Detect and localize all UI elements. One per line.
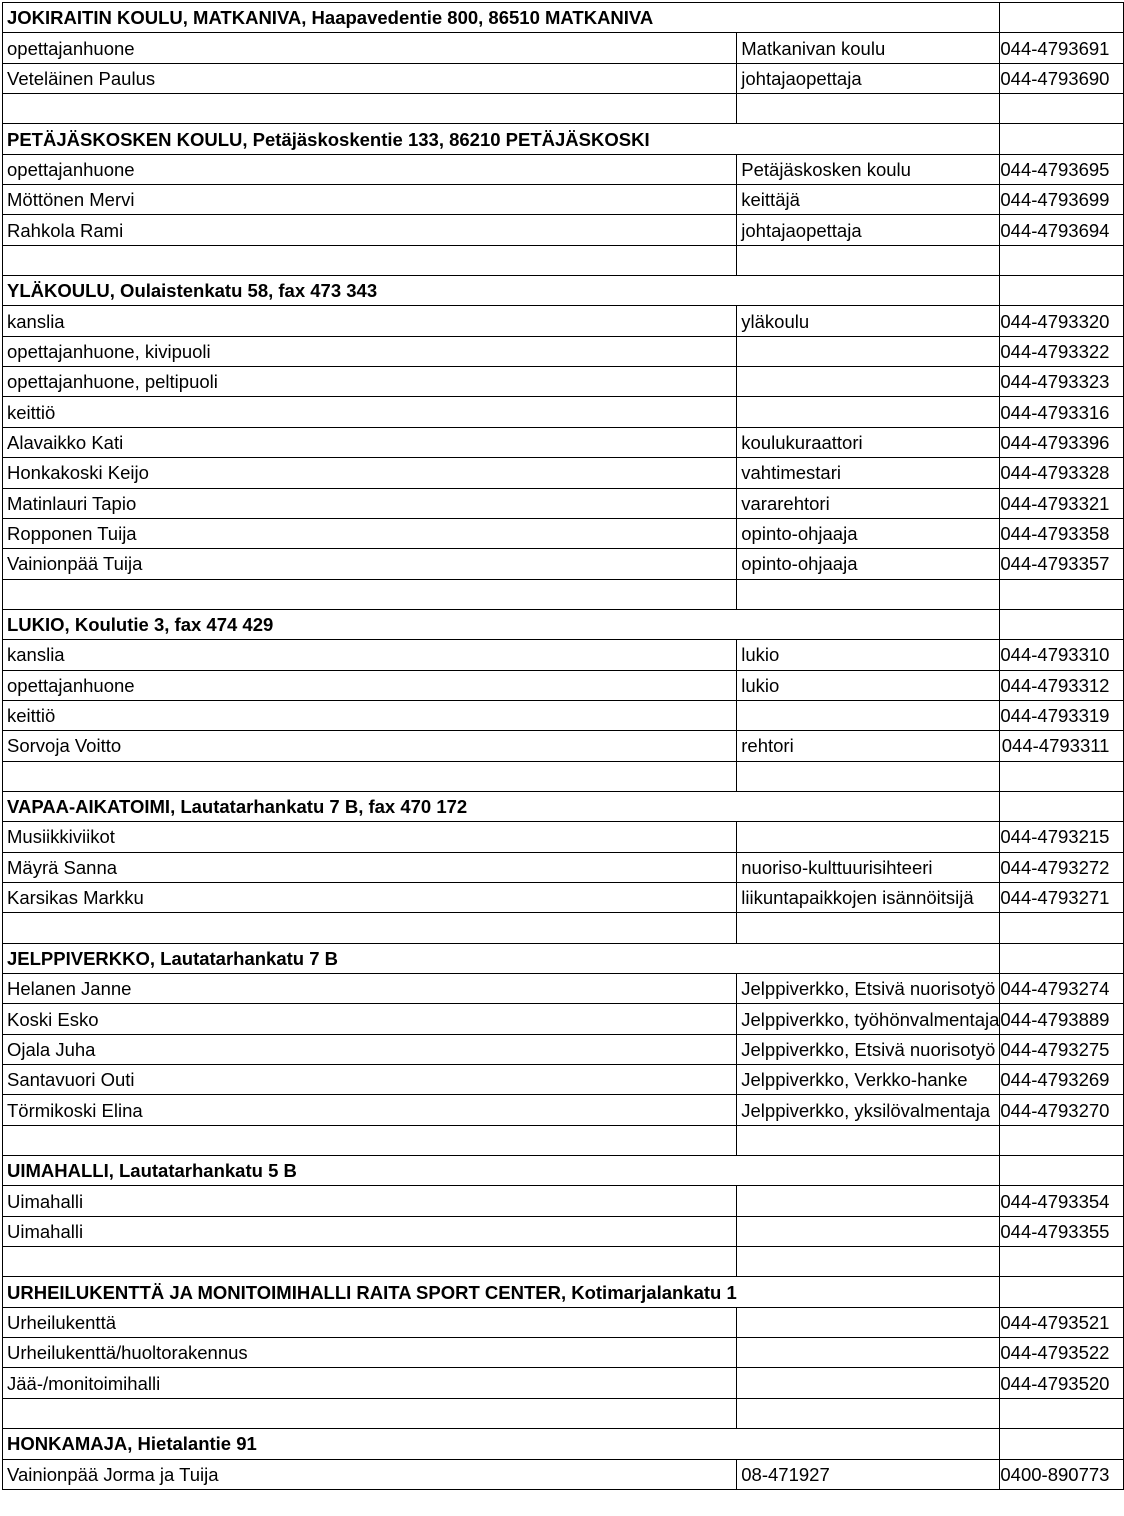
contact-row bbox=[3, 427, 1124, 457]
section-filler bbox=[737, 3, 1000, 33]
contact-row bbox=[3, 397, 1124, 427]
contact-row bbox=[3, 367, 1124, 397]
section-filler bbox=[737, 1277, 1000, 1307]
contact-row bbox=[3, 458, 1124, 488]
contact-role: Jelppiverkko, Verkko-hanke bbox=[737, 1065, 1000, 1095]
contact-role bbox=[737, 397, 1000, 427]
contact-phone: 044-4793272 bbox=[1000, 852, 1124, 882]
contact-phone: 044-4793320 bbox=[1000, 306, 1124, 336]
contact-phone: 044-4793270 bbox=[1000, 1095, 1124, 1125]
empty-cell bbox=[737, 913, 1000, 943]
contact-name: Ojala Juha bbox=[3, 1034, 737, 1064]
contact-role: Matkanivan koulu bbox=[737, 33, 1000, 63]
contact-phone: 044-4793321 bbox=[1000, 488, 1124, 518]
contact-row bbox=[3, 154, 1124, 184]
contact-role: liikuntapaikkojen isännöitsijä bbox=[737, 882, 1000, 912]
empty-cell bbox=[3, 1398, 737, 1428]
contact-role: Petäjäskosken koulu bbox=[737, 154, 1000, 184]
section-filler bbox=[737, 276, 1000, 306]
empty-cell bbox=[3, 1247, 737, 1277]
empty-cell bbox=[3, 245, 737, 275]
contact-name: opettajanhuone bbox=[3, 154, 737, 184]
contact-name: Urheilukenttä bbox=[3, 1307, 737, 1337]
contact-row bbox=[3, 185, 1124, 215]
contact-phone: 044-4793316 bbox=[1000, 397, 1124, 427]
contact-role: 08-471927 bbox=[737, 1459, 1000, 1489]
contact-row bbox=[3, 1216, 1124, 1246]
contact-name: Vainionpää Tuija bbox=[3, 549, 737, 579]
empty-cell bbox=[1000, 913, 1124, 943]
contact-row bbox=[3, 822, 1124, 852]
contact-row bbox=[3, 336, 1124, 366]
contact-name: Veteläinen Paulus bbox=[3, 63, 737, 93]
contact-name: keittiö bbox=[3, 700, 737, 730]
contact-phone: 044-4793275 bbox=[1000, 1034, 1124, 1064]
section-filler bbox=[737, 609, 1000, 639]
contact-role bbox=[737, 1338, 1000, 1368]
section-header-row bbox=[3, 943, 1124, 973]
contact-row bbox=[3, 1459, 1124, 1489]
section-title: JELPPIVERKKO, Lautatarhankatu 7 B bbox=[3, 943, 737, 973]
spacer-row bbox=[3, 761, 1124, 791]
section-filler bbox=[737, 791, 1000, 821]
contact-role bbox=[737, 336, 1000, 366]
contact-phone: 044-4793215 bbox=[1000, 822, 1124, 852]
section-title: HONKAMAJA, Hietalantie 91 bbox=[3, 1429, 737, 1459]
contact-role: vararehtori bbox=[737, 488, 1000, 518]
section-filler bbox=[1000, 943, 1124, 973]
contact-role: opinto-ohjaaja bbox=[737, 518, 1000, 548]
contact-name: Koski Esko bbox=[3, 1004, 737, 1034]
contact-role: johtajaopettaja bbox=[737, 63, 1000, 93]
empty-cell bbox=[737, 1125, 1000, 1155]
section-filler bbox=[1000, 609, 1124, 639]
contact-name: kanslia bbox=[3, 306, 737, 336]
section-filler bbox=[1000, 1277, 1124, 1307]
contact-phone: 044-4793271 bbox=[1000, 882, 1124, 912]
spacer-row bbox=[3, 245, 1124, 275]
contact-row bbox=[3, 63, 1124, 93]
contact-row bbox=[3, 974, 1124, 1004]
empty-cell bbox=[1000, 1247, 1124, 1277]
section-title: JOKIRAITIN KOULU, MATKANIVA, Haapavedentie 800, 86510 MATKANIVA bbox=[3, 3, 737, 33]
contact-phone: 044-4793311 bbox=[1000, 731, 1124, 761]
contact-row bbox=[3, 731, 1124, 761]
section-title: UIMAHALLI, Lautatarhankatu 5 B bbox=[3, 1156, 737, 1186]
contact-row bbox=[3, 670, 1124, 700]
contact-role: yläkoulu bbox=[737, 306, 1000, 336]
contact-role: koulukuraattori bbox=[737, 427, 1000, 457]
empty-cell bbox=[3, 761, 737, 791]
contact-name: Alavaikko Kati bbox=[3, 427, 737, 457]
contact-phone: 044-4793522 bbox=[1000, 1338, 1124, 1368]
contact-name: Karsikas Markku bbox=[3, 882, 737, 912]
empty-cell bbox=[1000, 94, 1124, 124]
section-title: VAPAA-AIKATOIMI, Lautatarhankatu 7 B, fax 470 172 bbox=[3, 791, 737, 821]
contact-phone: 044-4793521 bbox=[1000, 1307, 1124, 1337]
contact-name: opettajanhuone, kivipuoli bbox=[3, 336, 737, 366]
contact-phone: 044-4793312 bbox=[1000, 670, 1124, 700]
contact-role: opinto-ohjaaja bbox=[737, 549, 1000, 579]
section-filler bbox=[737, 124, 1000, 154]
contact-role bbox=[737, 822, 1000, 852]
contact-role bbox=[737, 700, 1000, 730]
contact-row bbox=[3, 1368, 1124, 1398]
contact-name: Uimahalli bbox=[3, 1186, 737, 1216]
contact-name: Musiikkiviikot bbox=[3, 822, 737, 852]
contact-phone: 044-4793274 bbox=[1000, 974, 1124, 1004]
contact-phone: 044-4793699 bbox=[1000, 185, 1124, 215]
contact-phone: 044-4793889 bbox=[1000, 1004, 1124, 1034]
contact-phone: 044-4793269 bbox=[1000, 1065, 1124, 1095]
contact-role: Jelppiverkko, yksilövalmentaja bbox=[737, 1095, 1000, 1125]
section-title: PETÄJÄSKOSKEN KOULU, Petäjäskoskentie 133, 86210 PETÄJÄSKOSKI bbox=[3, 124, 737, 154]
contact-phone: 0400-890773 bbox=[1000, 1459, 1124, 1489]
contact-phone: 044-4793691 bbox=[1000, 33, 1124, 63]
section-filler bbox=[1000, 791, 1124, 821]
contact-name: Rahkola Rami bbox=[3, 215, 737, 245]
section-filler bbox=[1000, 1156, 1124, 1186]
contact-phone: 044-4793690 bbox=[1000, 63, 1124, 93]
contact-row bbox=[3, 488, 1124, 518]
contact-name: Honkakoski Keijo bbox=[3, 458, 737, 488]
contact-role: keittäjä bbox=[737, 185, 1000, 215]
spacer-row bbox=[3, 913, 1124, 943]
contact-row bbox=[3, 882, 1124, 912]
contact-name: Sorvoja Voitto bbox=[3, 731, 737, 761]
contact-name: Santavuori Outi bbox=[3, 1065, 737, 1095]
contact-row bbox=[3, 852, 1124, 882]
contact-phone: 044-4793358 bbox=[1000, 518, 1124, 548]
contact-role: Jelppiverkko, Etsivä nuorisotyö bbox=[737, 974, 1000, 1004]
contact-row bbox=[3, 549, 1124, 579]
section-header-row bbox=[3, 124, 1124, 154]
empty-cell bbox=[1000, 1125, 1124, 1155]
contact-role bbox=[737, 1186, 1000, 1216]
empty-cell bbox=[1000, 245, 1124, 275]
section-title: URHEILUKENTTÄ JA MONITOIMIHALLI RAITA SPORT CENTER, Kotimarjalankatu 1 bbox=[3, 1277, 737, 1307]
empty-cell bbox=[3, 1125, 737, 1155]
section-filler bbox=[1000, 1429, 1124, 1459]
contact-name: Möttönen Mervi bbox=[3, 185, 737, 215]
contact-phone: 044-4793695 bbox=[1000, 154, 1124, 184]
contact-phone: 044-4793396 bbox=[1000, 427, 1124, 457]
contact-name: keittiö bbox=[3, 397, 737, 427]
contact-role bbox=[737, 1216, 1000, 1246]
contact-role: vahtimestari bbox=[737, 458, 1000, 488]
contact-role: rehtori bbox=[737, 731, 1000, 761]
contact-row bbox=[3, 1186, 1124, 1216]
contact-row bbox=[3, 1034, 1124, 1064]
empty-cell bbox=[737, 1247, 1000, 1277]
section-header-row bbox=[3, 1277, 1124, 1307]
section-filler bbox=[1000, 124, 1124, 154]
contact-phone: 044-4793354 bbox=[1000, 1186, 1124, 1216]
section-filler bbox=[737, 1429, 1000, 1459]
empty-cell bbox=[1000, 1398, 1124, 1428]
contact-row bbox=[3, 1004, 1124, 1034]
contact-role: nuoriso-kulttuurisihteeri bbox=[737, 852, 1000, 882]
contact-row bbox=[3, 1065, 1124, 1095]
section-title: LUKIO, Koulutie 3, fax 474 429 bbox=[3, 609, 737, 639]
empty-cell bbox=[1000, 579, 1124, 609]
section-header-row bbox=[3, 276, 1124, 306]
contact-role bbox=[737, 1307, 1000, 1337]
contact-role: lukio bbox=[737, 670, 1000, 700]
contact-row bbox=[3, 518, 1124, 548]
empty-cell bbox=[737, 94, 1000, 124]
section-header-row bbox=[3, 3, 1124, 33]
contact-row bbox=[3, 1338, 1124, 1368]
empty-cell bbox=[3, 579, 737, 609]
spacer-row bbox=[3, 1398, 1124, 1428]
contact-phone: 044-4793310 bbox=[1000, 640, 1124, 670]
contact-row bbox=[3, 640, 1124, 670]
contact-name: Mäyrä Sanna bbox=[3, 852, 737, 882]
contact-phone: 044-4793520 bbox=[1000, 1368, 1124, 1398]
contact-role: lukio bbox=[737, 640, 1000, 670]
contact-name: kanslia bbox=[3, 640, 737, 670]
contact-name: Ropponen Tuija bbox=[3, 518, 737, 548]
contact-name: Vainionpää Jorma ja Tuija bbox=[3, 1459, 737, 1489]
contact-name: opettajanhuone bbox=[3, 670, 737, 700]
empty-cell bbox=[737, 579, 1000, 609]
contact-name: Törmikoski Elina bbox=[3, 1095, 737, 1125]
spacer-row bbox=[3, 94, 1124, 124]
section-filler bbox=[1000, 276, 1124, 306]
empty-cell bbox=[3, 94, 737, 124]
spacer-row bbox=[3, 1247, 1124, 1277]
contact-row bbox=[3, 1095, 1124, 1125]
empty-cell bbox=[737, 761, 1000, 791]
empty-cell bbox=[1000, 761, 1124, 791]
section-title: YLÄKOULU, Oulaistenkatu 58, fax 473 343 bbox=[3, 276, 737, 306]
phone-directory-body bbox=[3, 3, 1124, 1490]
contact-role: johtajaopettaja bbox=[737, 215, 1000, 245]
empty-cell bbox=[3, 913, 737, 943]
contact-role: Jelppiverkko, työhönvalmentaja bbox=[737, 1004, 1000, 1034]
contact-name: Urheilukenttä/huoltorakennus bbox=[3, 1338, 737, 1368]
contact-row bbox=[3, 33, 1124, 63]
spacer-row bbox=[3, 579, 1124, 609]
contact-role bbox=[737, 1368, 1000, 1398]
contact-name: Helanen Janne bbox=[3, 974, 737, 1004]
empty-cell bbox=[737, 245, 1000, 275]
contact-role bbox=[737, 367, 1000, 397]
contact-row bbox=[3, 700, 1124, 730]
contact-role: Jelppiverkko, Etsivä nuorisotyö bbox=[737, 1034, 1000, 1064]
contact-phone: 044-4793322 bbox=[1000, 336, 1124, 366]
contact-name: Uimahalli bbox=[3, 1216, 737, 1246]
contact-phone: 044-4793355 bbox=[1000, 1216, 1124, 1246]
section-filler bbox=[1000, 3, 1124, 33]
empty-cell bbox=[737, 1398, 1000, 1428]
contact-phone: 044-4793319 bbox=[1000, 700, 1124, 730]
section-filler bbox=[737, 1156, 1000, 1186]
contact-phone: 044-4793357 bbox=[1000, 549, 1124, 579]
section-header-row bbox=[3, 1429, 1124, 1459]
contact-row bbox=[3, 1307, 1124, 1337]
section-header-row bbox=[3, 791, 1124, 821]
contact-row bbox=[3, 306, 1124, 336]
contact-name: Jää-/monitoimihalli bbox=[3, 1368, 737, 1398]
contact-phone: 044-4793323 bbox=[1000, 367, 1124, 397]
contact-name: opettajanhuone, peltipuoli bbox=[3, 367, 737, 397]
contact-name: opettajanhuone bbox=[3, 33, 737, 63]
section-header-row bbox=[3, 1156, 1124, 1186]
contact-phone: 044-4793328 bbox=[1000, 458, 1124, 488]
contact-row bbox=[3, 215, 1124, 245]
spacer-row bbox=[3, 1125, 1124, 1155]
contact-phone: 044-4793694 bbox=[1000, 215, 1124, 245]
phone-directory-table bbox=[2, 2, 1124, 1490]
section-header-row bbox=[3, 609, 1124, 639]
section-filler bbox=[737, 943, 1000, 973]
contact-name: Matinlauri Tapio bbox=[3, 488, 737, 518]
